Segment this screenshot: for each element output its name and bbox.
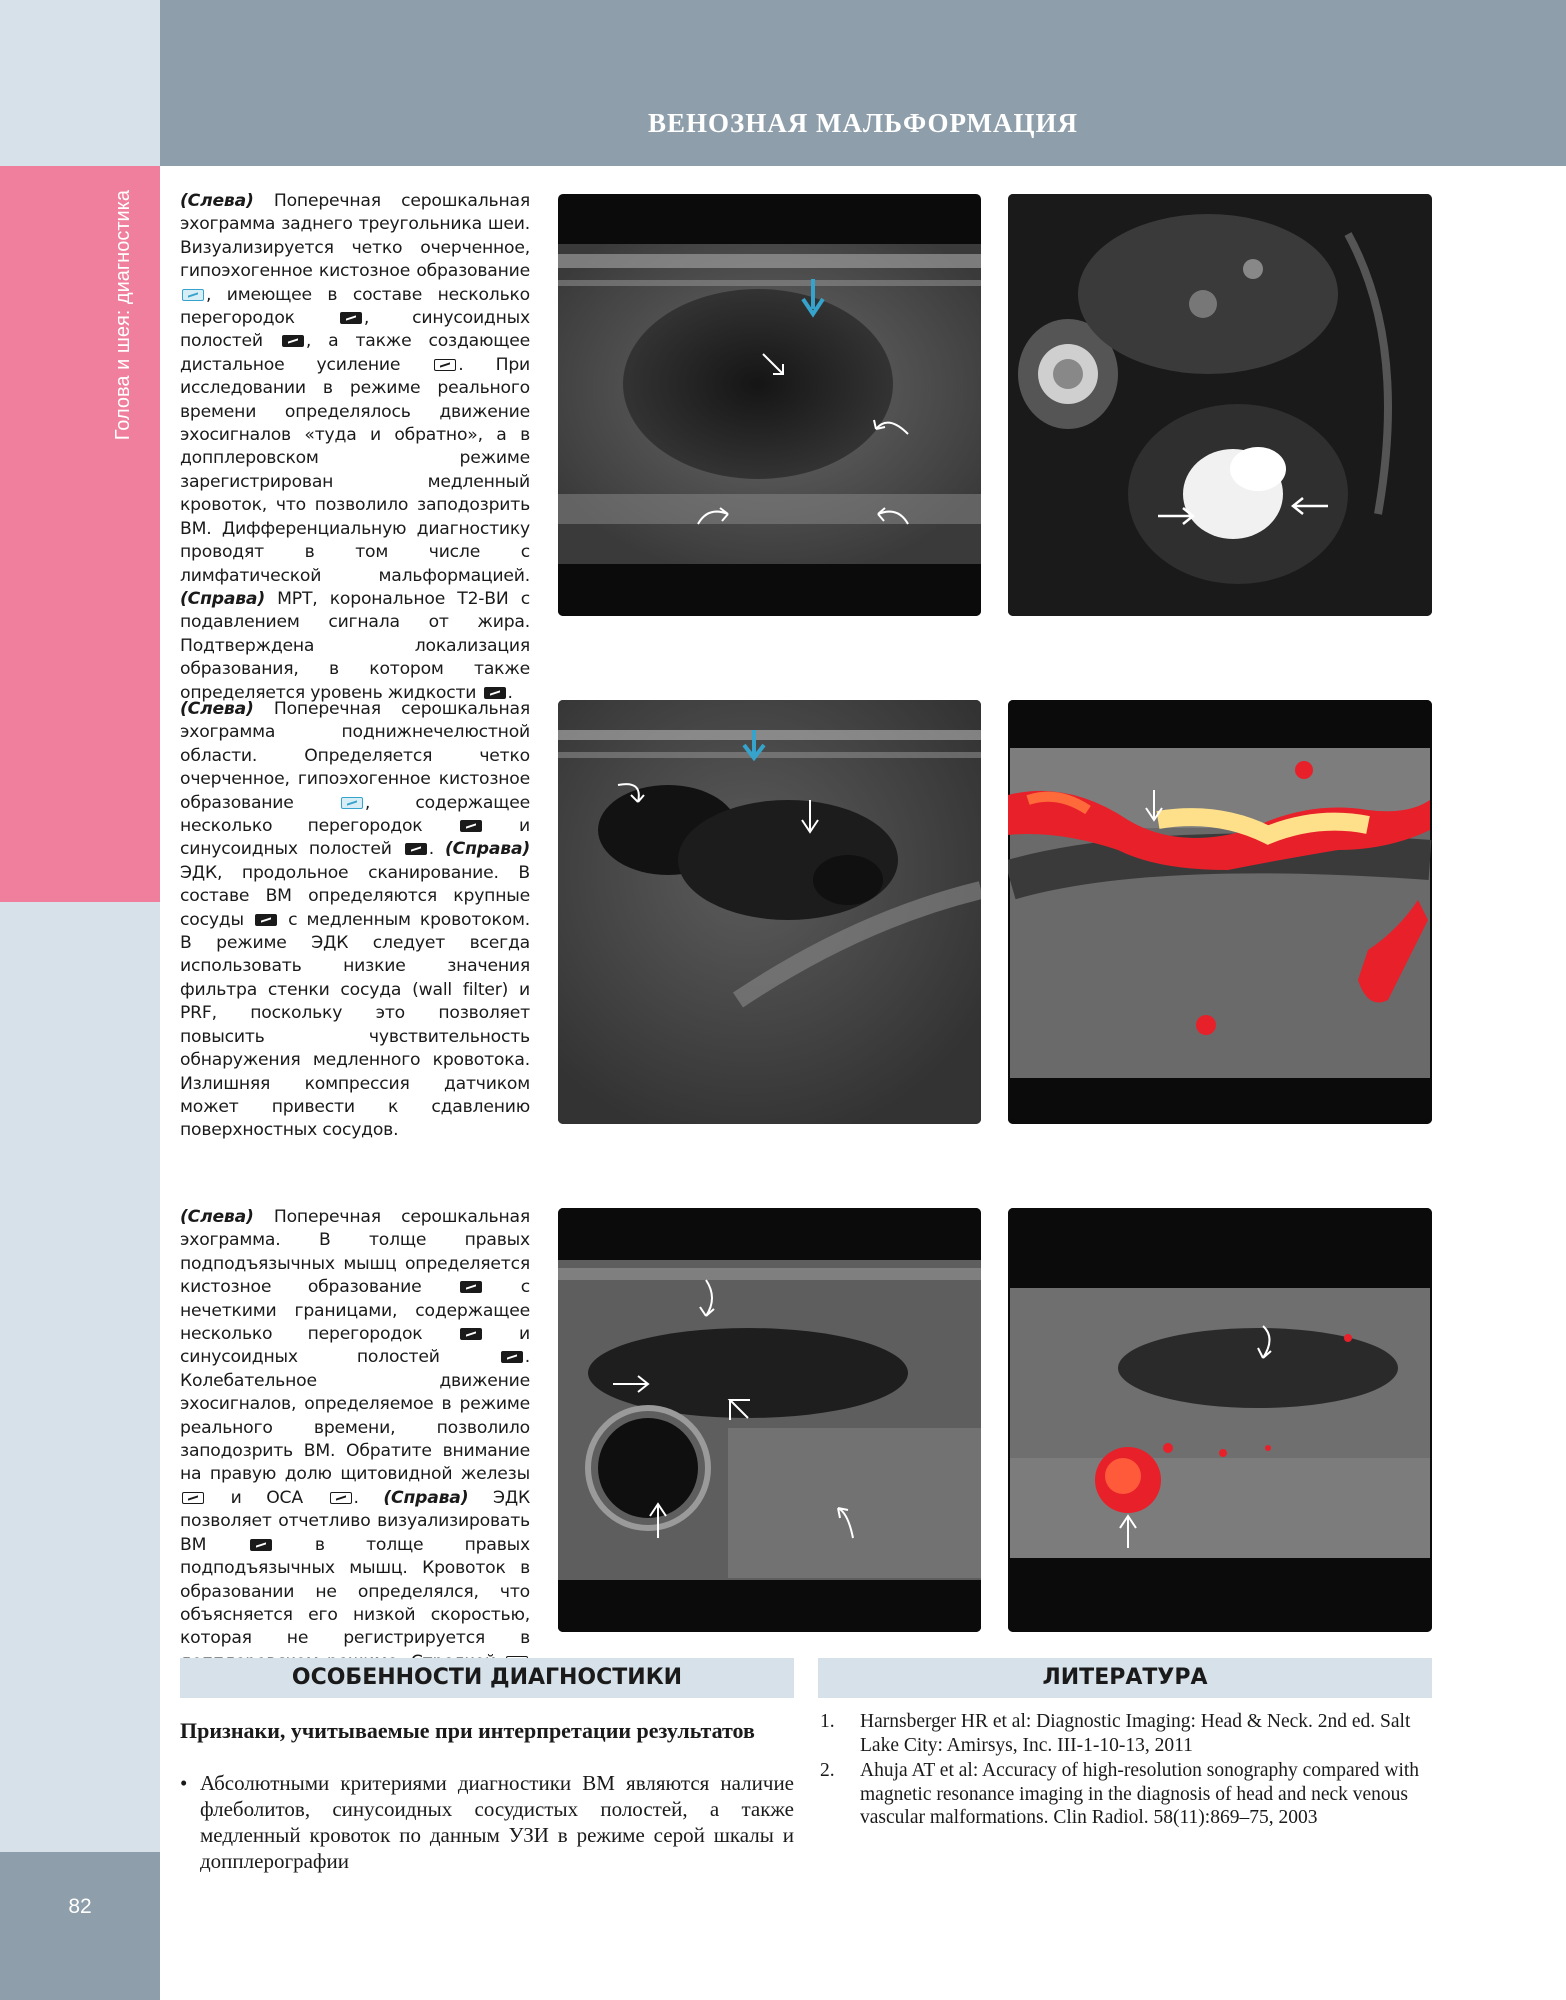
page-title: ВЕНОЗНАЯ МАЛЬФОРМАЦИЯ xyxy=(648,108,1078,138)
arrow-icon xyxy=(460,820,482,832)
caption-right-label: (Справа) xyxy=(383,1487,469,1508)
page-header xyxy=(160,0,1566,166)
caption-text: Поперечная серошкальная эхограмма заднего треугольника шеи. Визуализируется четко очерченное, гипоэхогенное кистозное образование xyxy=(180,191,530,282)
curved-arrow-icon xyxy=(340,312,362,324)
references-list xyxy=(818,1710,1432,1832)
sidebar-mid-band xyxy=(0,902,160,1852)
diagnostics-list xyxy=(180,1770,794,1874)
caption-left-label: (Слева) xyxy=(180,699,254,719)
caption-left-label: (Слева) xyxy=(180,191,254,211)
caption-text: и синусоидных полостей xyxy=(180,816,531,860)
caption-text: ЭДК позволяет отчетливо визуализировать ВМ xyxy=(180,1487,531,1555)
figure-caption-2 xyxy=(180,698,530,1143)
hollow-arrow-icon xyxy=(182,1492,204,1504)
caption-text: Поперечная серошкальная эхограмма поднижнечелюстной области. Определяется четко очерченное, гипоэхогенное кистозное образование xyxy=(180,699,530,813)
caption-text: . xyxy=(507,682,513,703)
figure-caption-3 xyxy=(180,1206,530,1698)
curved-arrow-icon xyxy=(405,843,427,855)
ultrasound-image-neck-triangle xyxy=(558,194,981,616)
doppler-image-longitudinal xyxy=(1008,700,1432,1124)
arrow-icon xyxy=(484,687,506,699)
arrow-icon xyxy=(460,1328,482,1340)
caption-text: . xyxy=(428,839,446,860)
reference-number: 1. xyxy=(820,1711,835,1732)
caption-text: . Колебательное движение эхосигналов, определяемое в режиме реального времени, позволило заподозрить ВМ. Обратите внимание на правую долю щитовидной железы xyxy=(180,1347,530,1485)
diagnostics-heading: ОСОБЕННОСТИ ДИАГНОСТИКИ xyxy=(180,1658,794,1698)
caption-text: и ОСА xyxy=(206,1487,328,1508)
sidebar-top-band xyxy=(0,0,160,166)
list-item: • Абсолютными критериями диагностики ВМ являются наличие флеболитов, синусоидных сосудистых полостей, а также медленный кровоток по данным УЗИ в режиме серой шкалы и допплерографии xyxy=(180,1770,794,1874)
caption-text: ЭДК, продольное сканирование. В составе ВМ определяются крупные сосуды xyxy=(180,862,530,930)
caption-text: . При исследовании в режиме реального времени определялось движение эхосигналов «туда и обратно», а в допплеровском режиме зарегистрирован медленный кровоток, что позволило заподозрить ВМ. Дифференциальную диагностику проводят в том числе с лимфатической мальформацией. xyxy=(180,354,530,586)
sidebar-section-label-text: Голова и шея: диагностика xyxy=(112,190,134,441)
caption-text: , имеющее в составе несколько перегородок xyxy=(180,284,530,329)
reference-text: Ahuja AT et al: Accuracy of high-resolution sonography compared with magnetic resonance imaging in the diagnosis of head and neck venous vascular malformations. Clin Radiol. 58(11):869–75, 2003 xyxy=(860,1760,1420,1828)
reference-item xyxy=(818,1710,1432,1757)
diagnostics-subheading: Признаки, учитываемые при интерпретации результатов xyxy=(180,1718,755,1743)
arrow-icon xyxy=(282,335,304,347)
figure-caption-1 xyxy=(180,190,530,705)
caption-text: , а также создающее дистальное усиление xyxy=(180,331,530,375)
references-heading: ЛИТЕРАТУРА xyxy=(818,1658,1432,1698)
reference-text: Harnsberger HR et al: Diagnostic Imaging: Head & Neck. 2nd ed. Salt Lake City: Amirsys, Inc. III-1-10-13, 2011 xyxy=(860,1711,1411,1756)
sidebar-section-label xyxy=(112,190,142,470)
hollow-arrow-icon xyxy=(330,1492,352,1504)
blue-arrow-icon xyxy=(341,797,363,809)
caption-text: и синусоидных полостей xyxy=(180,1324,531,1368)
ultrasound-image-submandibular xyxy=(558,700,981,1124)
caption-right-label: (Справа) xyxy=(445,839,531,860)
caption-text: , содержащее несколько перегородок xyxy=(180,792,531,837)
caption-text: . xyxy=(353,1487,384,1508)
caption-text: с нечеткими границами, содержащее несколько перегородок xyxy=(180,1277,530,1345)
caption-text: с медленным кровотоком. В режиме ЭДК следует всегда использовать низкие значения фильтра стенки сосуда (wall filter) и PRF, поскольку это позволяет повысить чувствительность обнаружения медленного кровотока. Излишняя компрессия датчиком может привести к сдавлению поверхностных сосудов. xyxy=(180,909,531,1141)
curved-arrow-icon xyxy=(501,1351,523,1363)
sidebar-bottom-band xyxy=(0,1852,160,2000)
caption-text: в толще правых подподъязычных мышц. Кровоток в образовании не определялся, что объясняется его низкой скоростью, которая не регистрируется в xyxy=(180,1534,530,1649)
page-number: 82 xyxy=(68,1895,92,1918)
caption-text: МРТ, корональное Т2-ВИ с подавлением сигнала от жира. Подтверждена локализация образования, в котором также определяется уровень жидкости xyxy=(180,588,530,703)
arrow-icon xyxy=(250,1539,272,1551)
mri-image-coronal-t2 xyxy=(1008,194,1432,616)
blue-arrow-icon xyxy=(182,289,204,301)
caption-left-label: (Слева) xyxy=(180,1207,254,1227)
arrow-icon xyxy=(460,1281,482,1293)
reference-number: 2. xyxy=(820,1760,835,1781)
ultrasound-image-infrahyoid xyxy=(558,1208,981,1632)
caption-text: , синусоидных полостей xyxy=(180,308,530,352)
hollow-arrow-icon xyxy=(434,359,456,371)
caption-text: Поперечная серошкальная эхограмма. В толще правых подподъязычных мышц определяется кистозное образование xyxy=(180,1207,530,1298)
reference-item xyxy=(818,1759,1432,1830)
doppler-image-infrahyoid xyxy=(1008,1208,1432,1632)
caption-right-label: (Справа) xyxy=(180,588,265,609)
arrow-icon xyxy=(255,914,277,926)
